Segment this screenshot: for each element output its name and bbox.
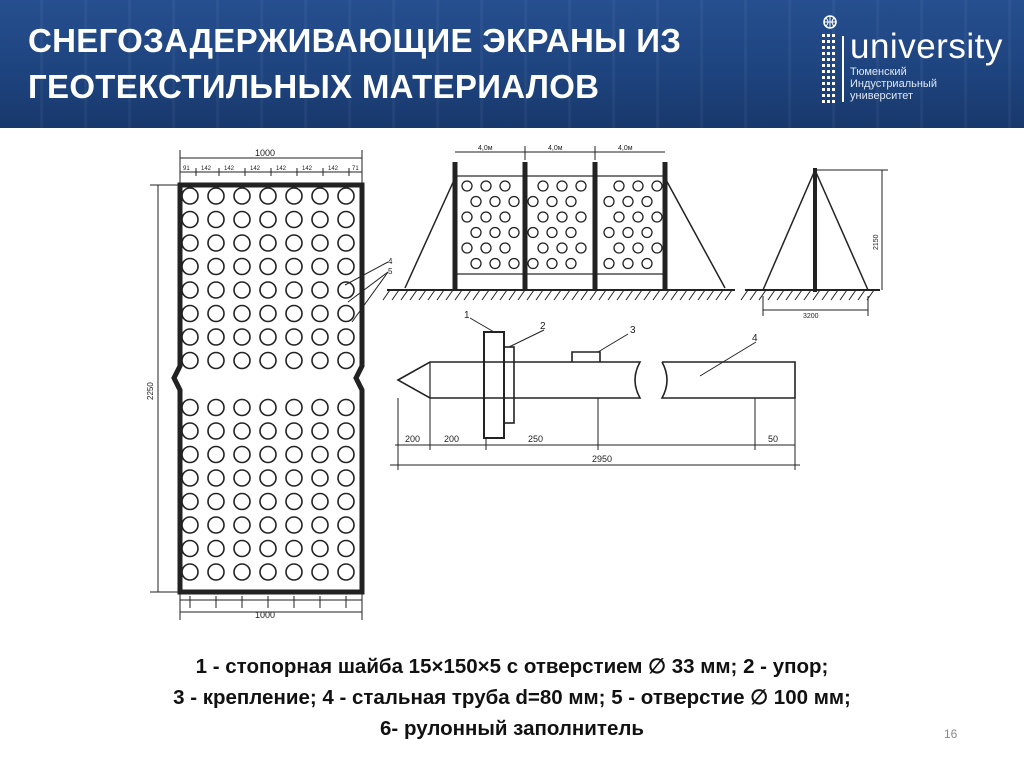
panel-hole [260,470,276,486]
hatch-line [554,290,561,300]
panel-hole [182,306,198,322]
panel-hole [312,212,328,228]
fence-front-view [383,146,735,300]
screen-panel [150,150,388,620]
stake-body [398,362,640,398]
hatch-line [741,290,748,300]
panel-hole [338,400,354,416]
hatch-line [707,290,714,300]
fence-hole [528,228,538,238]
panel-hole [260,353,276,369]
ground-hatch [383,290,732,300]
hatch-line [536,290,543,300]
hatch-line [491,290,498,300]
panel-outline [174,185,362,592]
panel-hole [260,494,276,510]
fence-hole [490,228,500,238]
hatch-line [671,290,678,300]
hatch-line [653,290,660,300]
panel-hole [260,259,276,275]
hatch-line [725,290,732,300]
panel-hole [208,188,224,204]
fence-hole [462,212,472,222]
logo-dot-column-icon [822,34,835,103]
fence-hole [481,212,491,222]
panel-hole [234,447,250,463]
fence-hole [633,181,643,191]
panel-hole [260,447,276,463]
fence-hole-grid [462,181,662,269]
hatch-line [455,290,462,300]
stake-dim-200b: 200 [444,434,460,444]
fence-hole [547,197,557,207]
hatch-line [590,290,597,300]
stop-ring [504,347,514,423]
hatch-line [410,290,417,300]
ground-hatch-side [741,290,874,300]
fence-hole [528,197,538,207]
fence-hole [509,197,519,207]
hatch-line [840,290,847,300]
fence-hole [566,228,576,238]
fence-hole [614,243,624,253]
caption-line-1: 1 - стопорная шайба 15×150×5 с отверстием ∅ 33 мм; 2 - упор; [195,655,829,678]
hatch-line [716,290,723,300]
fence-hole [547,259,557,269]
stake-dim-200a: 200 [405,434,421,444]
panel-hole [286,494,302,510]
fence-hole [500,212,510,222]
panel-hole [312,517,328,533]
hatch-line [437,290,444,300]
panel-hole [182,541,198,557]
panel-hole [234,494,250,510]
panel-hole [260,306,276,322]
panel-callout-4: 4 [388,257,393,266]
panel-hole [312,447,328,463]
panel-hole [286,517,302,533]
panel-hole [182,353,198,369]
logo-sub-line-1: Тюменский [850,66,907,78]
hatch-line [750,290,757,300]
fence-hole [481,181,491,191]
panel-hole [286,259,302,275]
panel-hole [312,400,328,416]
panel-bottom-dimension: 1000 [255,610,276,620]
panel-hole [234,306,250,322]
panel-hole [182,329,198,345]
title-line-1: СНЕГОЗАДЕРЖИВАЮЩИЕ ЭКРАНЫ ИЗ [28,22,682,59]
fence-hole [566,259,576,269]
logo-wordmark: university [850,27,1003,66]
caption-line-3: 6- рулонный заполнитель [380,717,644,740]
panel-hole [312,259,328,275]
hatch-line [482,290,489,300]
stop-washer [484,332,504,438]
panel-hole [208,212,224,228]
hatch-line [768,290,775,300]
panel-hole [312,282,328,298]
panel-hole [338,306,354,322]
panel-hole [182,494,198,510]
panel-hole [312,564,328,580]
hatch-line [804,290,811,300]
hatch-line [509,290,516,300]
hole-spacing-label: 91 [183,166,190,172]
hatch-line [617,290,624,300]
panel-hole [234,353,250,369]
panel-hole [182,470,198,486]
panel-hole [234,517,250,533]
caption-line-2: 3 - крепление; 4 - стальная труба d=80 мм; 5 - отверстие ∅ 100 мм; [173,686,851,709]
fence-hole [538,243,548,253]
panel-hole [338,564,354,580]
guy-wire-right [665,178,725,288]
panel-hole [234,259,250,275]
fence-hole [547,228,557,238]
logo-sub-line-2: Индустриальный [850,78,937,90]
panel-hole [286,400,302,416]
panel-hole [286,353,302,369]
hatch-line [644,290,651,300]
panel-hole [260,282,276,298]
panel-hole [234,329,250,345]
panel-hole [286,564,302,580]
panel-bottom-ticks [190,596,346,608]
stake-detail [390,318,800,470]
post-spacing-1: 4,0м [478,145,493,152]
panel-hole [182,212,198,228]
logo-divider [842,36,844,102]
technical-drawing [0,128,1024,648]
panel-hole [286,212,302,228]
hatch-line [858,290,865,300]
panel-hole [312,188,328,204]
fence-hole [576,243,586,253]
fence-hole [642,197,652,207]
hatch-line [419,290,426,300]
fence-hole [471,197,481,207]
hatch-line [849,290,856,300]
panel-hole [208,447,224,463]
panel-hole [234,212,250,228]
stake-dim-250: 250 [528,434,544,444]
fence-hole [509,228,519,238]
fence-hole [652,212,662,222]
panel-hole [208,400,224,416]
panel-hole [260,541,276,557]
panel-hole [182,259,198,275]
panel-hole [338,517,354,533]
panel-hole [234,470,250,486]
panel-hole [338,470,354,486]
panel-hole [312,541,328,557]
globe-icon [824,16,836,28]
panel-hole [208,494,224,510]
panel-hole [234,541,250,557]
fence-hole [471,228,481,238]
panel-hole [208,470,224,486]
panel-hole [338,212,354,228]
panel-height-dimension: 2250 [146,382,155,400]
panel-hole [312,423,328,439]
hatch-line [518,290,525,300]
hatch-line [581,290,588,300]
panel-hole [182,235,198,251]
panel-hole [208,259,224,275]
fence-hole [633,243,643,253]
panel-hole [286,470,302,486]
panel-hole [338,494,354,510]
panel-hole [208,423,224,439]
hatch-line [626,290,633,300]
panel-hole [338,541,354,557]
slide-title [28,18,808,110]
hatch-line [831,290,838,300]
panel-hole [286,235,302,251]
panel-hole [234,400,250,416]
panel-hole [286,282,302,298]
panel-hole [312,353,328,369]
hole-spacing-label: 142 [276,166,287,172]
hatch-line [500,290,507,300]
hole-spacing-label: 142 [328,166,339,172]
hatch-line [680,290,687,300]
fence-hole [509,259,519,269]
fence-hole [500,243,510,253]
hole-spacing-label: 142 [250,166,261,172]
figure-caption [0,651,1024,744]
stake-part-3: 3 [630,325,636,336]
hatch-line [635,290,642,300]
fence-hole [652,243,662,253]
panel-hole [260,517,276,533]
panel-hole [260,564,276,580]
panel-hole [312,470,328,486]
panel-hole [182,282,198,298]
panel-hole [208,541,224,557]
panel-hole [234,564,250,580]
fence-hole [481,243,491,253]
panel-hole-grid [182,188,354,580]
panel-hole [338,447,354,463]
hatch-line [795,290,802,300]
panel-hole [182,447,198,463]
fence-hole [557,212,567,222]
hatch-line [527,290,534,300]
panel-hole [234,423,250,439]
hatch-line [662,290,669,300]
fence-hole [576,212,586,222]
side-height-dimension: 2150 [873,234,880,250]
panel-hole [338,235,354,251]
hatch-line [698,290,705,300]
panel-hole [260,235,276,251]
fence-hole [500,181,510,191]
bracket [572,352,600,362]
panel-hole [260,329,276,345]
fence-hole [566,197,576,207]
fence-hole [538,212,548,222]
panel-hole [208,235,224,251]
fence-hole [462,243,472,253]
fence-hole [604,197,614,207]
panel-hole [286,329,302,345]
guy-wire-left [405,178,455,288]
panel-hole [338,259,354,275]
hatch-line [563,290,570,300]
panel-hole [338,188,354,204]
hatch-line [689,290,696,300]
panel-top-dimension: 1000 [255,148,276,158]
logo-sub-line-3: университет [850,90,914,102]
panel-hole [338,353,354,369]
panel-hole [208,353,224,369]
hatch-line [786,290,793,300]
hatch-line [446,290,453,300]
fence-hole [576,181,586,191]
fence-hole [652,181,662,191]
hatch-line [572,290,579,300]
side-base-dimension: 3200 [803,313,819,320]
panel-hole [312,329,328,345]
hatch-line [777,290,784,300]
panel-hole [234,188,250,204]
panel-hole [208,329,224,345]
panel-hole [338,423,354,439]
fence-hole [538,181,548,191]
panel-hole [234,235,250,251]
hatch-line [383,290,390,300]
steel-pipe [662,362,795,398]
fence-hole [623,259,633,269]
hole-spacing-label: 142 [302,166,313,172]
panel-hole [208,517,224,533]
hatch-line [392,290,399,300]
hatch-line [608,290,615,300]
fence-hole [490,197,500,207]
fence-side-view [741,168,888,316]
hatch-line [428,290,435,300]
stake-dim-50: 50 [768,434,779,444]
fence-hole [642,228,652,238]
panel-hole [208,306,224,322]
panel-hole [234,282,250,298]
panel-hole [312,306,328,322]
panel-hole [260,188,276,204]
hatch-line [599,290,606,300]
panel-hole [286,447,302,463]
panel-hole [312,235,328,251]
panel-hole [260,400,276,416]
panel-hole [286,188,302,204]
hatch-line [473,290,480,300]
fence-hole [557,181,567,191]
panel-callout-5: 5 [388,267,393,276]
panel-hole [286,306,302,322]
hole-spacing-label: 71 [352,166,359,172]
fence-hole [604,259,614,269]
hatch-line [464,290,471,300]
stake-total-dim: 2950 [592,454,613,464]
fence-hole [623,228,633,238]
title-line-2: ГЕОТЕКСТИЛЬНЫХ МАТЕРИАЛОВ [28,68,600,105]
panel-hole [182,517,198,533]
fence-hole [633,212,643,222]
hatch-line [822,290,829,300]
fence-hole [614,212,624,222]
panel-hole [208,564,224,580]
fence-hole [642,259,652,269]
panel-hole [286,541,302,557]
panel-hole [260,423,276,439]
panel-hole [182,564,198,580]
fence-hole [528,259,538,269]
hole-spacing-label: 142 [224,166,235,172]
panel-hole [312,494,328,510]
hatch-line [401,290,408,300]
stake-part-1: 1 [464,310,470,321]
post-spacing-3: 4,0м [618,145,633,152]
logo-subtitle [850,66,937,102]
panel-hole [182,188,198,204]
fence-hole [462,181,472,191]
panel-hole [182,400,198,416]
fence-hole [557,243,567,253]
fence-hole [623,197,633,207]
panel-hole [338,329,354,345]
panel-hole [286,423,302,439]
hole-spacing-label: 142 [201,166,212,172]
stake-part-2: 2 [540,321,546,332]
panel-hole [208,282,224,298]
page-number: 16 [944,727,958,741]
stake-part-4: 4 [752,333,758,344]
fence-hole [604,228,614,238]
fence-hole [490,259,500,269]
fence-hole [471,259,481,269]
hatch-line [545,290,552,300]
post-spacing-2: 4,0м [548,145,563,152]
fence-hole [614,181,624,191]
header-banner [0,0,1024,128]
panel-hole [260,212,276,228]
panel-hole [182,423,198,439]
